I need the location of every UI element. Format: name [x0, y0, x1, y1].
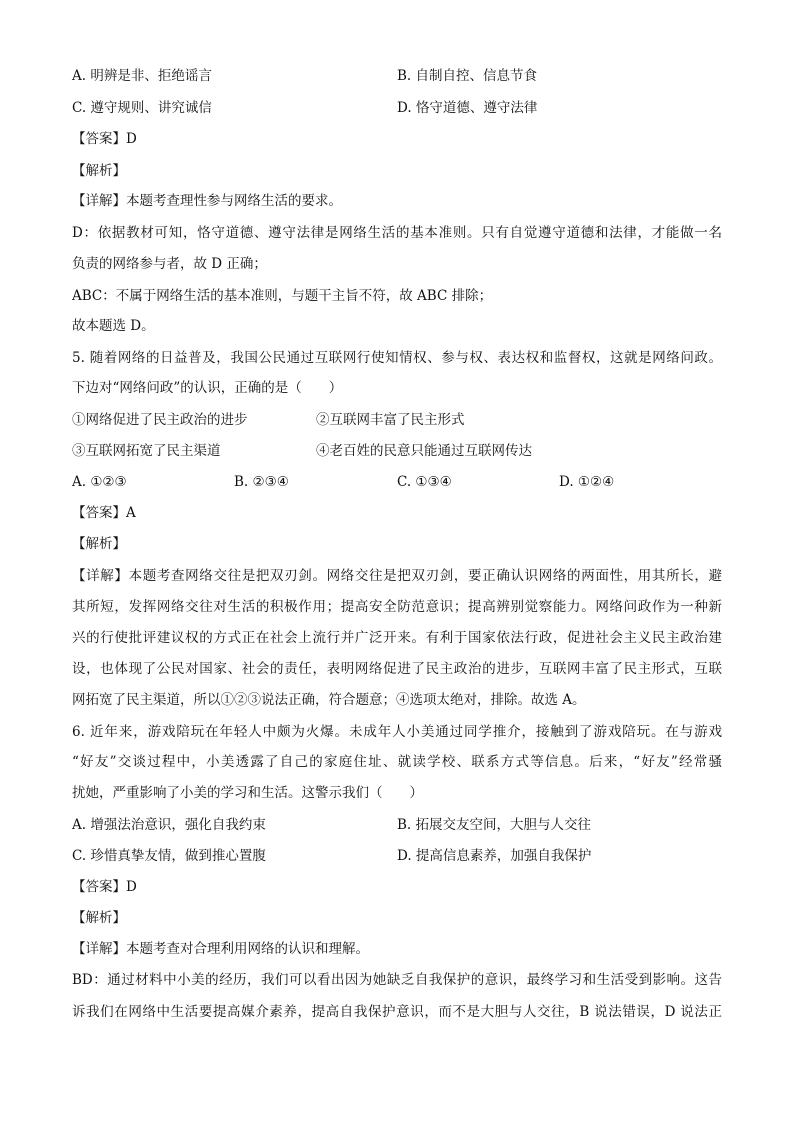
q6-stem-line: “好友”交谈过程中，小美透露了自己的家庭住址、就读学校、联系方式等信息。后来，“好友”经常骚 — [72, 754, 722, 770]
q4-detail: 【详解】本题考查理性参与网络生活的要求。 — [72, 193, 342, 209]
q6-option-c: C. 珍惜真挚友情，做到推心置腹 — [72, 848, 266, 864]
q5-item-3: ③互联网拓宽了民主渠道 — [72, 443, 221, 459]
q4-answer: 【答案】D — [72, 131, 137, 147]
q6-option-a: A. 增强法治意识，强化自我约束 — [72, 817, 266, 833]
q5-item-2: ②互联网丰富了民主形式 — [316, 412, 465, 428]
q4-option-b: B. 自制自控、信息节食 — [397, 68, 538, 84]
q5-stem-line: 下边对“网络问政”的认识，正确的是（ ） — [72, 380, 343, 396]
q6-explanation-line: 诉我们在网络中生活要提高媒介素养，提高自我保护意识，而不是大胆与人交往，B 说法错误，D 说法正 — [72, 1004, 722, 1020]
q4-explanation-line: D：依据教材可知，恪守道德、遵守法律是网络生活的基本准则。只有自觉遵守道德和法律，才能做一名 — [72, 225, 722, 241]
q4-conclusion: 故本题选 D。 — [72, 318, 155, 334]
q4-explanation-line: ABC：不属于网络生活的基本准则，与题干主旨不符，故 ABC 排除； — [72, 288, 493, 304]
q5-analysis-label: 【解析】 — [72, 536, 126, 552]
q5-option-c: C. ①③④ — [397, 474, 452, 490]
q5-answer: 【答案】A — [72, 505, 136, 521]
q6-stem-line: 扰她，严重影响了小美的学习和生活。这警示我们（ ） — [72, 785, 423, 801]
q4-analysis-label: 【解析】 — [72, 163, 126, 179]
q6-stem-line: 6. 近年来，游戏陪玩在年轻人中颇为火爆。未成年人小美通过同学推介，接触到了游戏陪玩。在与游戏 — [72, 724, 722, 740]
q4-option-a: A. 明辨是非、拒绝谣言 — [72, 68, 212, 84]
q4-explanation-line: 负责的网络参与者，故 D 正确； — [72, 256, 267, 272]
q6-option-b: B. 拓展交友空间，大胆与人交往 — [397, 817, 592, 833]
q6-option-d: D. 提高信息素养，加强自我保护 — [397, 848, 592, 864]
q5-detail-line: 网拓宽了民主渠道，所以①②③说法正确，符合题意；④选项太绝对，排除。故选 A。 — [72, 692, 586, 708]
q5-item-4: ④老百姓的民意只能通过互联网传达 — [316, 443, 532, 459]
q5-stem-line: 5. 随着网络的日益普及，我国公民通过互联网行使知情权、参与权、表达权和监督权，这就是网络问政。 — [72, 350, 722, 366]
q5-detail-line: 【详解】本题考查网络交往是把双刃剑。网络交往是把双刃剑，要正确认识网络的两面性，用其所长，避 — [72, 568, 722, 584]
q5-item-1: ①网络促进了民主政治的进步 — [72, 412, 248, 428]
q5-option-a: A. ①②③ — [72, 474, 127, 490]
q6-detail: 【详解】本题考查对合理利用网络的认识和理解。 — [72, 941, 369, 957]
q4-option-d: D. 恪守道德、遵守法律 — [397, 100, 538, 116]
q5-detail-line: 其所短，发挥网络交往对生活的积极作用；提高安全防范意识；提高辨别觉察能力。网络问政作为一种新 — [72, 599, 722, 615]
q4-option-c: C. 遵守规则、讲究诚信 — [72, 100, 212, 116]
q5-detail-line: 设，也体现了公民对国家、社会的责任，表明网络促进了民主政治的进步，互联网丰富了民主形式，互联 — [72, 661, 722, 677]
q6-analysis-label: 【解析】 — [72, 910, 126, 926]
q5-detail-line: 兴的行使批评建议权的方式正在社会上流行并广泛开来。有利于国家依法行政，促进社会主义民主政治建 — [72, 630, 722, 646]
q6-answer: 【答案】D — [72, 879, 137, 895]
q6-explanation-line: BD：通过材料中小美的经历，我们可以看出因为她缺乏自我保护的意识，最终学习和生活受到影响。这告 — [72, 972, 722, 988]
q5-option-b: B. ②③④ — [234, 474, 289, 490]
q5-option-d: D. ①②④ — [559, 474, 615, 490]
